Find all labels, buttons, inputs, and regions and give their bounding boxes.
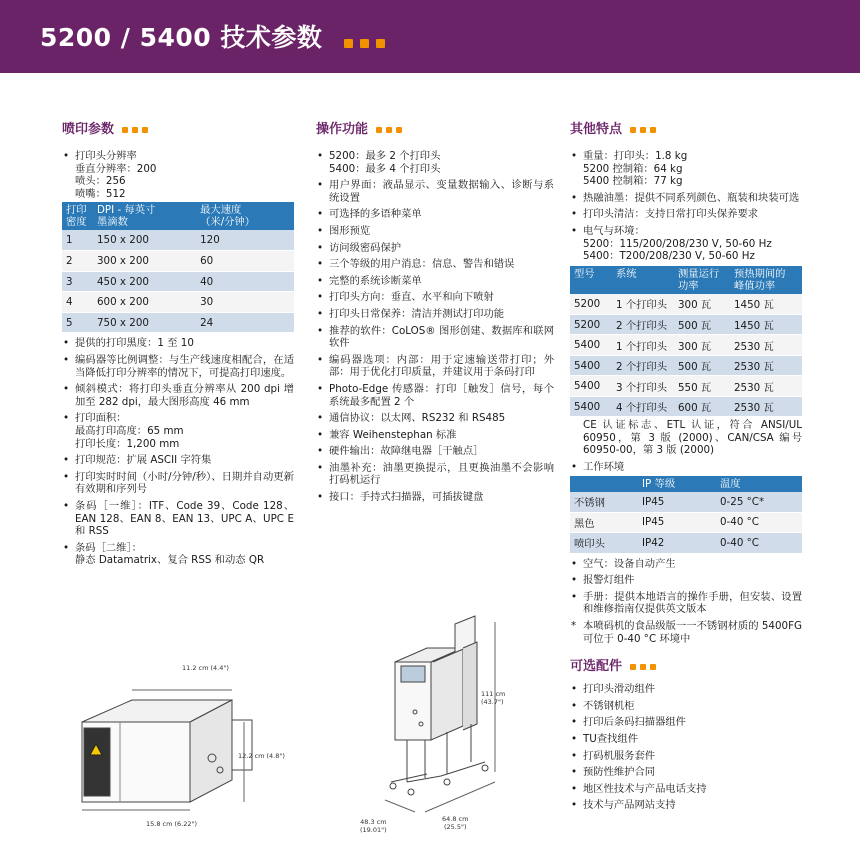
table-cell: 1450 瓦: [730, 314, 802, 335]
other-features-column: [570, 118, 802, 816]
table-header: 预热期间的 峰值功率: [730, 266, 802, 294]
heading-dots-decoration: [630, 122, 660, 137]
table-cell: IP42: [638, 533, 716, 554]
section-heading: [62, 118, 294, 136]
printing-params-column: [62, 118, 294, 571]
environment-table: [570, 476, 802, 554]
list-item: • 条码［二维］： 静态 Datamatrix、复合 RSS 和动态 QR: [62, 542, 294, 567]
table-cell: 0-25 °C*: [716, 492, 802, 513]
table-cell: 600 x 200: [93, 292, 196, 313]
list-item: • TU查找组件: [570, 733, 802, 746]
table-header: [570, 476, 638, 492]
printhead-height-label: 12.2 cm (4.8"): [238, 752, 285, 760]
table-cell: 1450 瓦: [730, 294, 802, 315]
table-cell: 3: [62, 271, 93, 292]
list-item: • 推荐的软件：CoLOS® 图形创建、数据库和联网软件: [316, 325, 554, 350]
heading-dots-decoration: [122, 122, 152, 137]
table-cell: 2530 瓦: [730, 376, 802, 397]
table-cell: 30: [196, 292, 294, 313]
list-item: • 热融油墨：提供不同系列颜色、瓶装和块装可选: [570, 192, 802, 205]
other-features-list-2: [570, 558, 802, 616]
list-item: • 打印头方向：垂直、水平和向下喷射: [316, 291, 554, 304]
table-header: 最大速度 （米/分钟）: [196, 202, 294, 230]
table-row: [570, 335, 802, 356]
table-cell: 5400: [570, 335, 612, 356]
list-item: • 条码［一维］：ITF、Code 39、Code 128、EAN 128、EAN 8、EAN 13、UPC A、UPC E 和 RSS: [62, 500, 294, 538]
list-item: • 编码器选项：内部：用于定速输送带打印；外部：用于优化打印质量，并建议用于条码打印: [316, 354, 554, 379]
table-cell: 500 瓦: [674, 314, 730, 335]
list-item: • 提供的打印黑度：1 至 10: [62, 337, 294, 350]
table-cell: 2 个打印头: [612, 355, 674, 376]
heading-dots-decoration: [376, 122, 406, 137]
table-cell: 0-40 °C: [716, 512, 802, 533]
table-cell: 24: [196, 312, 294, 333]
table-header: 系统: [612, 266, 674, 294]
table-row: [570, 355, 802, 376]
table-header: 温度: [716, 476, 802, 492]
table-cell: 5400: [570, 355, 612, 376]
list-item: • 打印头日常保养：清洁并测试打印功能: [316, 308, 554, 321]
list-item: • 可选择的多语种菜单: [316, 208, 554, 221]
table-row: [62, 292, 294, 313]
resolution-speed-table: [62, 202, 294, 333]
table-cell: 120: [196, 230, 294, 251]
other-features-list: [570, 150, 802, 263]
table-cell: 4: [62, 292, 93, 313]
table-cell: 3 个打印头: [612, 376, 674, 397]
intro-list: [62, 150, 294, 200]
list-item-line: 喷嘴：512: [75, 187, 126, 200]
page-title-text: 5200 / 5400 技术参数: [40, 23, 323, 52]
list-item: • 打印头清洁：支持日常打印头保养要求: [570, 208, 802, 221]
table-row: [62, 230, 294, 251]
title-dots-decoration: [344, 25, 392, 54]
table-cell: 60: [196, 251, 294, 272]
list-item: • 打印后条码扫描器组件: [570, 716, 802, 729]
operation-features-column: [316, 118, 554, 508]
table-cell: IP45: [638, 492, 716, 513]
list-item: • 打码机服务套件: [570, 750, 802, 763]
table-cell: 300 瓦: [674, 294, 730, 315]
list-item: • 通信协议：以太网、RS232 和 RS485: [316, 412, 554, 425]
section-heading-text: 操作功能: [316, 122, 369, 137]
printhead-drawing: [62, 660, 300, 830]
power-table: [570, 266, 802, 418]
list-item: • 图形预览: [316, 225, 554, 238]
list-item-line: 喷头：256: [75, 175, 126, 188]
table-cell: 300 x 200: [93, 251, 196, 272]
table-cell: 2 个打印头: [612, 314, 674, 335]
list-item: • 地区性技术与产品电话支持: [570, 783, 802, 796]
table-cell: 40: [196, 271, 294, 292]
printhead-width-label: 11.2 cm (4.4"): [182, 664, 229, 672]
table-cell: 600 瓦: [674, 396, 730, 417]
list-item: • 接口：手持式扫描器，可插拔键盘: [316, 491, 554, 504]
list-item: • 完整的系统诊断菜单: [316, 275, 554, 288]
list-item: • Photo-Edge 传感器：打印［触发］信号，每个系统最多配置 2 个: [316, 383, 554, 408]
table-row: [570, 533, 802, 554]
options-list: [570, 683, 802, 812]
table-cell: 4 个打印头: [612, 396, 674, 417]
list-item: • 用户界面：液晶显示、变量数据输入、诊断与系统设置: [316, 179, 554, 204]
operation-features-list: [316, 150, 554, 504]
heading-dots-decoration: [630, 659, 660, 674]
list-item: • 打印头滑动组件: [570, 683, 802, 696]
food-grade-note: * 本喷码机的食品级版一一不锈钢材质的 5400FG 可位于 0-40 °C 环境中: [570, 620, 802, 645]
table-cell: 150 x 200: [93, 230, 196, 251]
list-item: • 5200：最多 2 个打印头 5400：最多 4 个打印头: [316, 150, 554, 175]
page-title: [40, 18, 392, 54]
environment-list: [570, 461, 802, 474]
table-cell: IP45: [638, 512, 716, 533]
list-item: • 预防性维护合同: [570, 766, 802, 779]
list-item: • 电气与环境： 5200：115/200/208/230 V, 50-60 Hz 5400：T200/208/230 V, 50-60 Hz: [570, 225, 802, 263]
table-cell: 5200: [570, 294, 612, 315]
table-cell: 1: [62, 230, 93, 251]
list-item: • 编码器等比例调整：与生产线速度相配合，在适当降低打印分辨率的情况下，可提高打印速度。: [62, 354, 294, 379]
list-item: • 重量：打印头：1.8 kg 5200 控制箱：64 kg 5400 控制箱：77 kg: [570, 150, 802, 188]
list-item: • 倾斜模式：将打印头垂直分辨率从 200 dpi 增加至 282 dpi，最大图形高度 46 mm: [62, 383, 294, 408]
table-row: [62, 271, 294, 292]
table-row: [570, 512, 802, 533]
table-cell: 2530 瓦: [730, 355, 802, 376]
table-cell: 300 瓦: [674, 335, 730, 356]
table-cell: 5400: [570, 376, 612, 397]
table-row: [62, 312, 294, 333]
section-heading: [570, 655, 802, 673]
list-item: • 报警灯组件: [570, 574, 802, 587]
table-cell: 750 x 200: [93, 312, 196, 333]
printing-params-list: [62, 337, 294, 567]
table-row: [570, 396, 802, 417]
cabinet-width-label: 64.8 cm (25.5"): [442, 815, 469, 831]
list-item: • 技术与产品网站支持: [570, 799, 802, 812]
list-item: • 油墨补充：油墨更换提示，且更换油墨不会影响打码机运行: [316, 462, 554, 487]
table-cell: 不锈钢: [570, 492, 638, 513]
table-cell: 5200: [570, 314, 612, 335]
list-item: • 打印实时时间（小时/分钟/秒）、日期并自动更新有效期和序列号: [62, 471, 294, 496]
table-cell: 1 个打印头: [612, 335, 674, 356]
table-cell: 450 x 200: [93, 271, 196, 292]
printhead-depth-label: 15.8 cm (6.22"): [146, 820, 198, 828]
table-cell: 2530 瓦: [730, 335, 802, 356]
table-row: [570, 492, 802, 513]
cabinet-drawing: [355, 612, 555, 822]
list-item: • 打印面积： 最高打印高度：65 mm 打印长度：1,200 mm: [62, 412, 294, 450]
footnote-list: [570, 620, 802, 645]
table-cell: 1 个打印头: [612, 294, 674, 315]
table-cell: 550 瓦: [674, 376, 730, 397]
list-item: • 访问级密码保护: [316, 242, 554, 255]
table-cell: 5: [62, 312, 93, 333]
table-cell: 0-40 °C: [716, 533, 802, 554]
list-item: • 三个等级的用户消息：信息、警告和错误: [316, 258, 554, 271]
list-item-line: • 打印头分辨率: [75, 150, 137, 162]
table-header: DPI - 每英寸 墨滴数: [93, 202, 196, 230]
certification-note: CE 认证标志、ETL 认证，符合 ANSI/UL 60950，第 3 版 (2000)、CAN/CSA 编号 60950-00，第 3 版 (2000): [583, 419, 802, 457]
section-heading: [570, 118, 802, 136]
list-item: • 硬件输出：故障继电器［干触点］: [316, 445, 554, 458]
section-heading-text: 其他特点: [570, 122, 623, 137]
list-item-line: 垂直分辨率：200: [75, 162, 157, 175]
table-row: [570, 294, 802, 315]
table-cell: 黑色: [570, 512, 638, 533]
section-heading-text: 可选配件: [570, 659, 623, 675]
list-item: • 打印规范：扩展 ASCII 字符集: [62, 454, 294, 467]
table-header: 打印 密度: [62, 202, 93, 230]
table-cell: 喷印头: [570, 533, 638, 554]
list-item: [62, 150, 294, 200]
table-cell: 5400: [570, 396, 612, 417]
table-header: 型号: [570, 266, 612, 294]
list-item: • 工作环境: [570, 461, 802, 474]
table-row: [570, 314, 802, 335]
section-heading-text: 喷印参数: [62, 122, 115, 137]
title-banner: [0, 0, 860, 73]
table-header: 测量运行 功率: [674, 266, 730, 294]
list-item: • 空气：设备自动产生: [570, 558, 802, 571]
table-row: [62, 251, 294, 272]
cabinet-height-label: 111 cm (43.7"): [481, 690, 506, 706]
list-item: • 不锈钢机柜: [570, 700, 802, 713]
table-cell: 2530 瓦: [730, 396, 802, 417]
section-heading: [316, 118, 554, 136]
list-item: • 兼容 Weihenstephan 标准: [316, 429, 554, 442]
table-cell: 500 瓦: [674, 355, 730, 376]
table-header: IP 等级: [638, 476, 716, 492]
table-cell: 2: [62, 251, 93, 272]
table-row: [570, 376, 802, 397]
list-item: • 手册：提供本地语言的操作手册，但安装、设置和维修指南仅提供英文版本: [570, 591, 802, 616]
cabinet-depth-label: 48.3 cm (19.01"): [360, 818, 387, 834]
